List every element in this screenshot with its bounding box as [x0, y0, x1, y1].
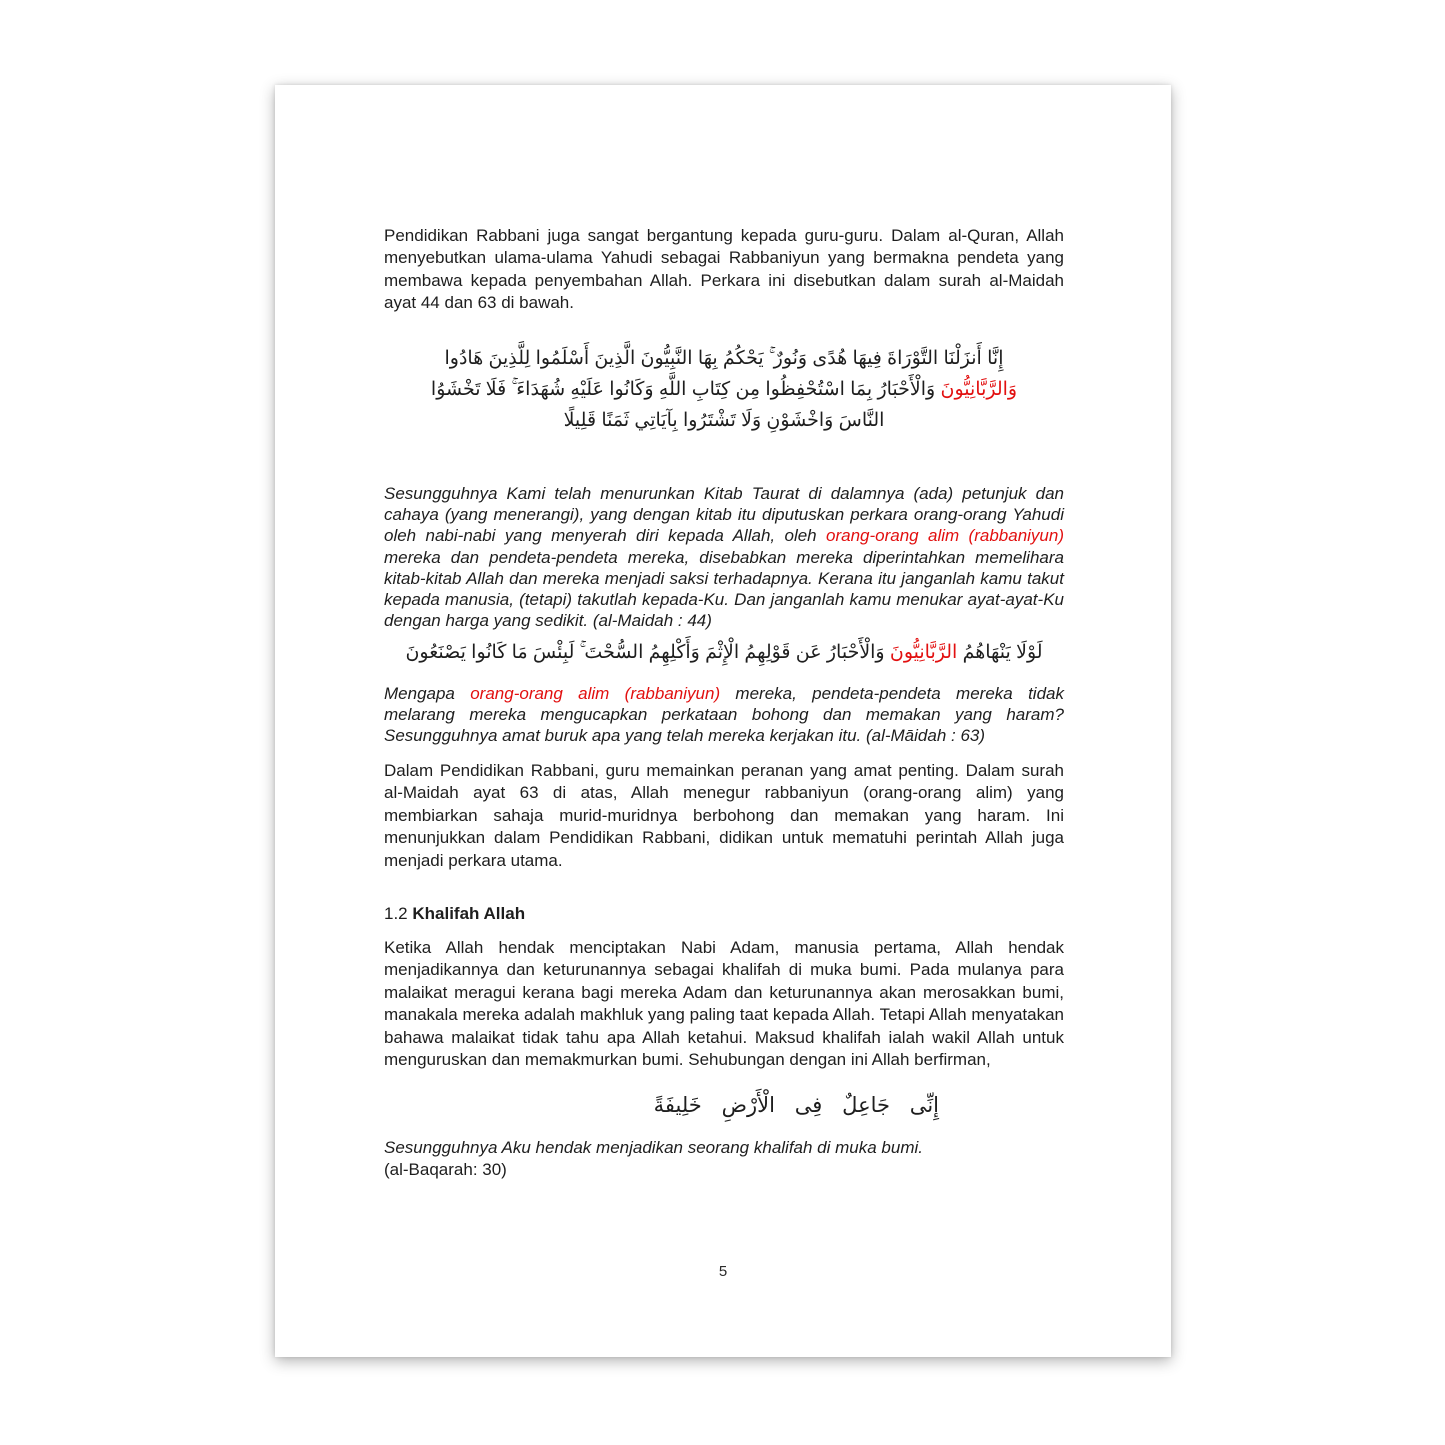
- khalifah-paragraph: Ketika Allah hendak menciptakan Nabi Adam, manusia pertama, Allah hendak menjadikannya dan keturunannya sebagai khalifah di muka bumi. Pada mulanya para malaikat meragui kerana bagi mereka Adam dan keturunannya akan merosakkan bumi, manakala mereka adalah makhluk yang paling taat kepada Allah. Tetapi Allah menyatakan bahawa malaikat tidak tahu apa Allah ketahui. Maksud khalifah ialah wakil Allah untuk menguruskan dan memakmurkan bumi. Sehubungan dengan ini Allah berfirman,: [384, 938, 1064, 1070]
- teacher-role-paragraph: Dalam Pendidikan Rabbani, guru memainkan peranan yang amat penting. Dalam surah al-Maidah ayat 63 di atas, Allah menegur rabbaniyun (orang-orang alim) yang membiarkan sahaja murid-muridnya berbohong dan memakan yang haram. Ini menunjukkan dalam Pendidikan Rabbani, didikan untuk mematuhi perintah Allah juga menjadi perkara utama.: [384, 761, 1064, 870]
- section-number: 1.2: [384, 904, 408, 923]
- translation-text: mereka, pendeta-pendeta mereka tidak melarang mereka mengucapkan perkataan bohong dan memakan yang haram? Sesungguhnya amat buruk apa yang telah mereka kerjakan itu. (al-Māidah : 63): [384, 684, 1064, 746]
- quran-verse-maidah-63: [384, 637, 1064, 668]
- verse-line-2-rest: وَالْأَحْبَارُ بِمَا اسْتُحْفِظُوا مِن كِتَابِ اللَّهِ وَكَانُوا عَلَيْهِ شُهَدَاءَ ۚ فَلَا تَخْشَوُا: [430, 379, 941, 400]
- quran-verse-baqarah-30: إِنِّى جَاعِلٌ فِى الْأَرْضِ خَلِيفَةً: [653, 1094, 939, 1117]
- translation-maidah-63: [384, 683, 1064, 747]
- page-number: 5: [718, 1263, 728, 1280]
- translation-text: mereka dan pendeta-pendeta mereka, disebabkan mereka diperintahkan memelihara kitab-kitab Allah dan mereka menjadi saksi terhadapnya. Kerana itu janganlah kamu takut kepada manusia, (tetapi) takutlah kepada-Ku. Dan janganlah kamu menukar ayat-ayat-Ku dengan harga yang sedikit. (al-Maidah : 44): [384, 547, 1064, 631]
- verse-line-2: [384, 374, 1064, 405]
- highlighted-translation-phrase: orang-orang alim (rabbaniyun): [826, 526, 1064, 546]
- verse-line-1: إِنَّا أَنزَلْنَا التَّوْرَاةَ فِيهَا هُدًى وَنُورٌ ۚ يَحْكُمُ بِهَا النَّبِيُّونَ الَّذِينَ أَسْلَمُوا لِلَّذِينَ هَادُوا: [444, 348, 1004, 369]
- translation-maidah-44: [384, 483, 1064, 631]
- intro-paragraph: Pendidikan Rabbani juga sangat bergantung kepada guru-guru. Dalam al-Quran, Allah menyebutkan ulama-ulama Yahudi sebagai Rabbaniyun yang bermakna pendeta yang membawa kepada penyembahan Allah. Perkara ini disebutkan dalam surah al-Maidah ayat 44 dan 63 di bawah.: [384, 226, 1064, 313]
- document-page: [275, 85, 1171, 1357]
- verse-text: لَوْلَا يَنْهَاهُمُ: [957, 642, 1043, 663]
- highlighted-translation-phrase: orang-orang alim (rabbaniyun): [470, 684, 721, 703]
- verse-text: وَالْأَحْبَارُ عَن قَوْلِهِمُ الْإِثْمَ وَأَكْلِهِمُ السُّحْتَ ۚ لَبِئْسَ مَا كَانُوا يَصْنَعُونَ: [405, 642, 890, 663]
- quran-verse-maidah-44: [384, 343, 1064, 436]
- translation-baqarah-30: Sesungguhnya Aku hendak menjadikan seorang khalifah di muka bumi.: [384, 1138, 923, 1157]
- translation-text: Mengapa: [384, 684, 471, 703]
- section-title: Khalifah Allah: [412, 904, 526, 923]
- highlighted-arabic-word: وَالرَّبَّانِيُّونَ: [940, 379, 1018, 400]
- section-heading: [384, 903, 1064, 925]
- verse-reference: (al-Baqarah: 30): [384, 1160, 507, 1179]
- highlighted-arabic-word: الرَّبَّانِيُّونَ: [889, 642, 958, 663]
- translation-text: Sesungguhnya Kami telah menurunkan Kitab Taurat di dalamnya (ada) petunjuk dan cahaya (yang menerangi), yang dengan kitab itu diputuskan perkara orang-orang Yahudi oleh nabi-nabi yang menyerah diri kepada Allah, oleh: [384, 484, 1064, 546]
- verse-line-3: النَّاسَ وَاخْشَوْنِ وَلَا تَشْتَرُوا بِآيَاتِي ثَمَنًا قَلِيلًا: [563, 410, 885, 431]
